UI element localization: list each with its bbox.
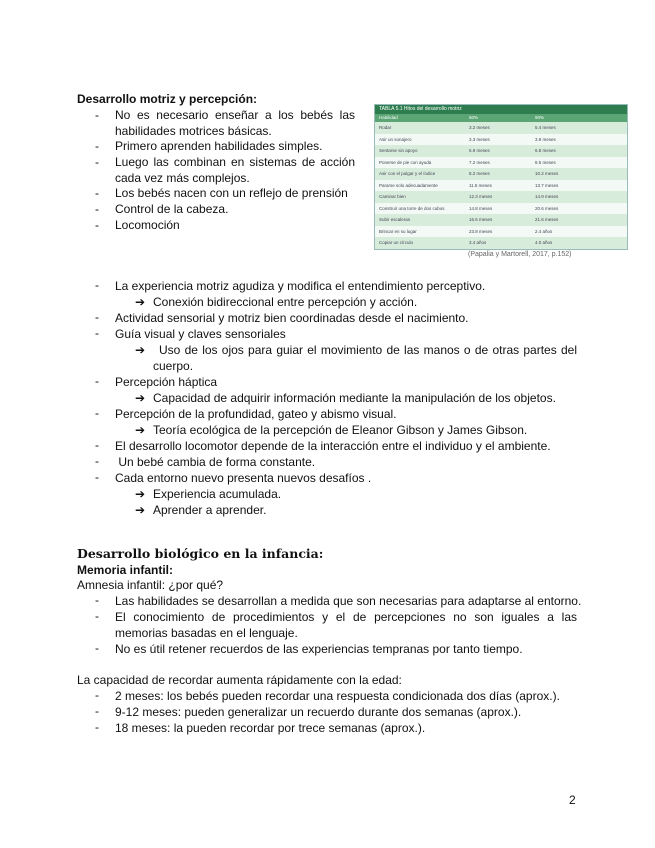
sub-bullet: Experiencia acumulada. [153,487,282,501]
sub-bullet: Teoría ecológica de la percepción de Eleanor Gibson y James Gibson. [153,423,528,437]
table-header-cell: 90% [535,115,545,120]
table-cell: Copiar un círculo [379,240,414,245]
sub-bullet: Aprender a aprender. [153,503,267,517]
arrow-icon: ➔ [135,487,146,501]
table-cell: 16.6 meses [469,217,493,222]
bullet-sensory-activity: Actividad sensorial y motriz bien coordinadas desde el nacimiento. [115,311,469,325]
bullet-dash: - [95,609,99,623]
intro-bullet-5: Control de la cabeza. [115,202,229,216]
bullet-haptic: Percepción háptica [115,375,218,389]
bullet-dash: - [95,155,99,169]
bullet-visual-guide: Guía visual y claves sensoriales [115,327,286,341]
intro-bullet-4: Los bebés nacen con un reflejo de prensión [115,186,348,200]
intro-bullet-1: No es necesario enseñar a los bebés las habilidades motrices básicas. [115,108,355,138]
amnesia-bullet-1: Las habilidades se desarrollan a medida que son necesarias para adaptarse al entorno. [115,594,582,608]
table-cell: Sentarse sin apoyo [379,148,418,153]
bullet-locomotor: El desarrollo locomotor depende de la interacción entre el individuo y el ambiente. [115,439,551,453]
table-row [375,168,627,180]
table-cell: 21.6 meses [535,217,559,222]
bullet-dash: - [95,374,99,388]
table-cell: Subir escaleras [379,217,411,222]
table-row [375,134,627,146]
table-cell: Asir con el pulgar y el índice [379,171,436,176]
table-cell: Asir un sonajero [379,136,412,142]
capacity-bullet-1: 2 meses: los bebés pueden recordar una respuesta condicionada dos días (aprox.). [115,689,560,703]
table-title: TABLA 5.1 Hitos del desarrollo motriz [375,105,627,114]
bullet-dash: - [95,641,99,655]
capacity-bullet-2: 9-12 meses: pueden generalizar un recuerdo durante dos semanas (aprox.). [115,705,522,719]
bullet-dash: - [95,688,99,702]
bullet-dash: - [95,310,99,324]
subheading-memory: Memoria infantil: [77,563,174,577]
table-cell: 23.8 meses [469,228,493,234]
arrow-icon: ➔ [135,343,146,357]
section-heading-motor: Desarrollo motriz y percepción: [77,92,258,106]
bullet-dash: - [95,720,99,734]
bullet-dash: - [95,202,99,216]
sub-bullet: Capacidad de adquirir información mediante la manipulación de los objetos. [153,391,556,405]
bullet-dash: - [95,278,99,292]
intro-bullet-2: Primero aprenden habilidades simples. [115,139,323,153]
bullet-dash: - [95,326,99,340]
table-cell: 3.4 años [469,240,487,245]
table-row [375,157,627,169]
intro-bullet-3: Luego las combinan en sistemas de acción cada vez más complejos. [115,155,355,185]
table-row [375,214,627,226]
table-cell: 3.3 meses [469,136,490,142]
table-row [375,203,627,215]
bullet-baby-changes: Un bebé cambia de forma constante. [115,455,316,469]
sub-bullet: Uso de los ojos para guiar el movimiento de las manos o de otras partes del cuerpo. [153,343,577,373]
bullet-dash: - [95,186,99,200]
bullet-dash: - [95,438,99,452]
table-cell: 5.4 meses [535,125,556,130]
capacity-bullet-3: 18 meses: la pueden recordar por trece semanas (aprox.). [115,721,426,735]
table-cell: Pararse solo adecuadamente [379,182,438,188]
bullet-dash: - [95,218,99,232]
table-cell: 3.2 meses [469,125,490,130]
intro-bullet-6: Locomoción [115,218,180,232]
amnesia-bullet-3: No es útil retener recuerdos de las experiencias tempranas por tanto tiempo. [115,642,523,656]
table-row [375,122,627,134]
bullet-dash: - [95,593,99,607]
bullet-dash: - [95,139,99,153]
table-cell: 14.9 meses [535,194,559,199]
table-cell: 14.8 meses [469,205,493,211]
bullet-motor-experience: La experiencia motriz agudiza y modifica el entendimiento perceptivo. [115,279,486,293]
table-row [375,237,627,249]
amnesia-question: Amnesia infantil: ¿por qué? [77,578,224,592]
bullet-new-environment: Cada entorno nuevo presenta nuevos desafíos . [115,471,372,485]
bullet-depth: Percepción de la profundidad, gateo y abismo visual. [115,407,397,421]
table-cell: 6.8 meses [535,148,556,153]
table-cell: 11.5 meses [469,182,492,188]
table-cell: Brincar en su lugar [379,228,417,234]
table-row [375,191,627,203]
arrow-icon: ➔ [135,503,146,517]
amnesia-bullet-2: El conocimiento de procedimientos y el de percepciones no son iguales a las memorias basadas en el lenguaje. [115,610,577,640]
bullet-dash: - [95,704,99,718]
table-row [375,180,627,192]
table-cell: 8.5 meses [535,159,556,165]
table-cell: 12.3 meses [469,194,493,199]
bullet-dash: - [95,108,99,122]
table-row [375,145,627,157]
table-header-cell: 50% [469,115,479,120]
table-header-cell: Habilidad [379,115,398,120]
table-cell: 20.6 meses [535,205,559,211]
table-cell: Construir una torre de dos cubos [379,205,445,211]
page-number: 2 [569,793,576,807]
arrow-icon: ➔ [135,423,146,437]
table-cell: Ponerse de pie con ayuda [379,159,432,165]
sub-bullet: Conexión bidireccional entre percepción y acción. [153,295,418,309]
table-cell: 5.9 meses [469,148,490,153]
table-caption: (Papalia y Martorell, 2017, p.152) [468,251,572,258]
motor-milestones-table [374,104,628,250]
table-row [375,226,627,238]
table-cell: 8.2 meses [469,171,490,176]
table-cell: 2.4 años [535,228,553,234]
arrow-icon: ➔ [135,295,146,309]
table-cell: Rodar [379,125,392,130]
table-header-row [375,114,627,122]
arrow-icon: ➔ [135,391,146,405]
table-cell: 4.0 años [535,240,553,245]
table-cell: 7.2 meses [469,159,490,165]
table-cell: Caminar bien [379,194,406,199]
section-heading-biological: Desarrollo biológico en la infancia: [77,546,324,561]
bullet-dash: - [95,454,99,468]
bullet-dash: - [95,406,99,420]
table-body [375,122,627,249]
table-cell: 13.7 meses [535,182,559,188]
capacity-intro: La capacidad de recordar aumenta rápidamente con la edad: [77,673,402,687]
table-cell: 3.9 meses [535,136,556,142]
bullet-dash: - [95,470,99,484]
table-cell: 10.2 meses [535,171,559,176]
